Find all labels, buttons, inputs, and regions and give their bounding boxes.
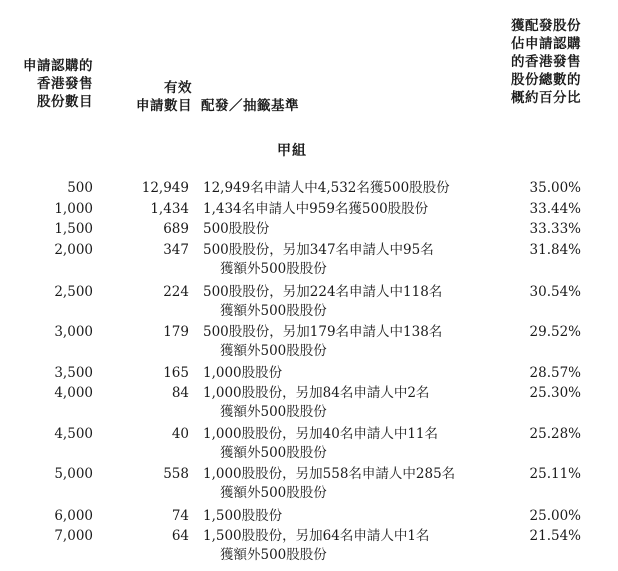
header-line: 概約百分比 xyxy=(511,90,581,106)
basis-cell xyxy=(203,200,503,219)
basis-line-continued: 獲額外500股股份 xyxy=(220,303,327,319)
shares-applied-cell: 3,000 xyxy=(54,324,93,340)
shares-applied-cell: 1,500 xyxy=(54,221,93,237)
basis-cell xyxy=(203,384,503,422)
basis-line: 1,434名申請人中959名獲500股股份 xyxy=(203,201,429,217)
basis-cell xyxy=(203,364,503,383)
approx-percentage-cell: 35.00% xyxy=(529,180,581,196)
basis-line-continued: 獲額外500股股份 xyxy=(220,485,327,501)
basis-line: 1,000股股份 xyxy=(203,365,283,381)
valid-applications-cell: 165 xyxy=(163,365,189,381)
basis-line: 12,949名申請人中4,532名獲500股股份 xyxy=(203,180,450,196)
basis-cell xyxy=(203,425,503,463)
basis-line-continued: 獲額外500股股份 xyxy=(220,445,327,461)
basis-cell xyxy=(203,507,503,526)
basis-cell xyxy=(203,465,503,503)
header-line: 配發／抽籤基準 xyxy=(201,98,299,114)
valid-applications-cell: 84 xyxy=(171,385,189,401)
valid-applications-cell: 74 xyxy=(171,508,189,524)
approx-percentage-cell: 25.11% xyxy=(529,466,581,482)
header-line: 佔申請認購 xyxy=(511,36,581,52)
approx-percentage-cell: 29.52% xyxy=(529,324,581,340)
approx-percentage-cell: 25.30% xyxy=(529,385,581,401)
basis-cell xyxy=(203,283,503,321)
approx-percentage-cell: 30.54% xyxy=(529,284,581,300)
basis-line: 500股股份 xyxy=(203,221,270,237)
shares-applied-cell: 7,000 xyxy=(54,528,93,544)
valid-applications-cell: 224 xyxy=(163,284,189,300)
basis-line: 1,000股股份，另加40名申請人中11名 xyxy=(203,426,439,442)
valid-applications-cell: 12,949 xyxy=(141,180,189,196)
basis-line: 500股股份，另加347名申請人中95名 xyxy=(203,242,434,258)
shares-applied-cell: 2,500 xyxy=(54,284,93,300)
basis-line-continued: 獲額外500股股份 xyxy=(220,343,327,359)
approx-percentage-cell: 33.44% xyxy=(529,201,581,217)
basis-line: 1,500股股份 xyxy=(203,508,283,524)
approx-percentage-cell: 25.28% xyxy=(529,426,581,442)
basis-cell xyxy=(203,241,503,279)
basis-line: 1,000股股份，另加84名申請人中2名 xyxy=(203,385,430,401)
basis-cell xyxy=(203,179,503,198)
approx-percentage-cell: 28.57% xyxy=(529,365,581,381)
valid-applications-cell: 689 xyxy=(163,221,189,237)
approx-percentage-cell: 33.33% xyxy=(529,221,581,237)
valid-applications-cell: 40 xyxy=(171,426,189,442)
shares-applied-cell: 1,000 xyxy=(54,201,93,217)
basis-cell xyxy=(203,220,503,239)
basis-line: 500股股份，另加224名申請人中118名 xyxy=(203,284,443,300)
basis-line: 1,500股股份，另加64名申請人中1名 xyxy=(203,528,430,544)
shares-applied-cell: 500 xyxy=(67,180,93,196)
approx-percentage-cell: 21.54% xyxy=(529,528,581,544)
approx-percentage-cell: 31.84% xyxy=(529,242,581,258)
basis-cell xyxy=(203,527,503,565)
valid-applications-cell: 64 xyxy=(171,528,189,544)
shares-applied-cell: 3,500 xyxy=(54,365,93,381)
group-label: 甲組 xyxy=(277,143,307,159)
shares-applied-cell: 5,000 xyxy=(54,466,93,482)
shares-applied-cell: 2,000 xyxy=(54,242,93,258)
header-line: 的香港發售 xyxy=(511,54,581,70)
basis-line: 1,000股股份，另加558名申請人中285名 xyxy=(203,466,456,482)
shares-applied-cell: 4,000 xyxy=(54,385,93,401)
valid-applications-cell: 558 xyxy=(163,466,189,482)
header-line: 獲配發股份 xyxy=(511,18,581,34)
valid-applications-cell: 347 xyxy=(163,242,189,258)
basis-line-continued: 獲額外500股股份 xyxy=(220,404,327,420)
shares-applied-cell: 6,000 xyxy=(54,508,93,524)
approx-percentage-cell: 25.00% xyxy=(529,508,581,524)
basis-line-continued: 獲額外500股股份 xyxy=(220,261,327,277)
header-line: 股份數目 xyxy=(37,94,93,110)
valid-applications-cell: 1,434 xyxy=(150,201,189,217)
header-line: 股份總數的 xyxy=(511,72,581,88)
valid-applications-cell: 179 xyxy=(163,324,189,340)
header-line: 申請認購的 xyxy=(23,58,93,74)
shares-applied-cell: 4,500 xyxy=(54,426,93,442)
basis-cell xyxy=(203,323,503,361)
header-line: 香港發售 xyxy=(37,76,93,92)
header-line: 申請數目 xyxy=(136,98,192,114)
basis-line-continued: 獲額外500股股份 xyxy=(220,547,327,563)
basis-line: 500股股份，另加179名申請人中138名 xyxy=(203,324,443,340)
header-line: 有效 xyxy=(164,80,192,96)
